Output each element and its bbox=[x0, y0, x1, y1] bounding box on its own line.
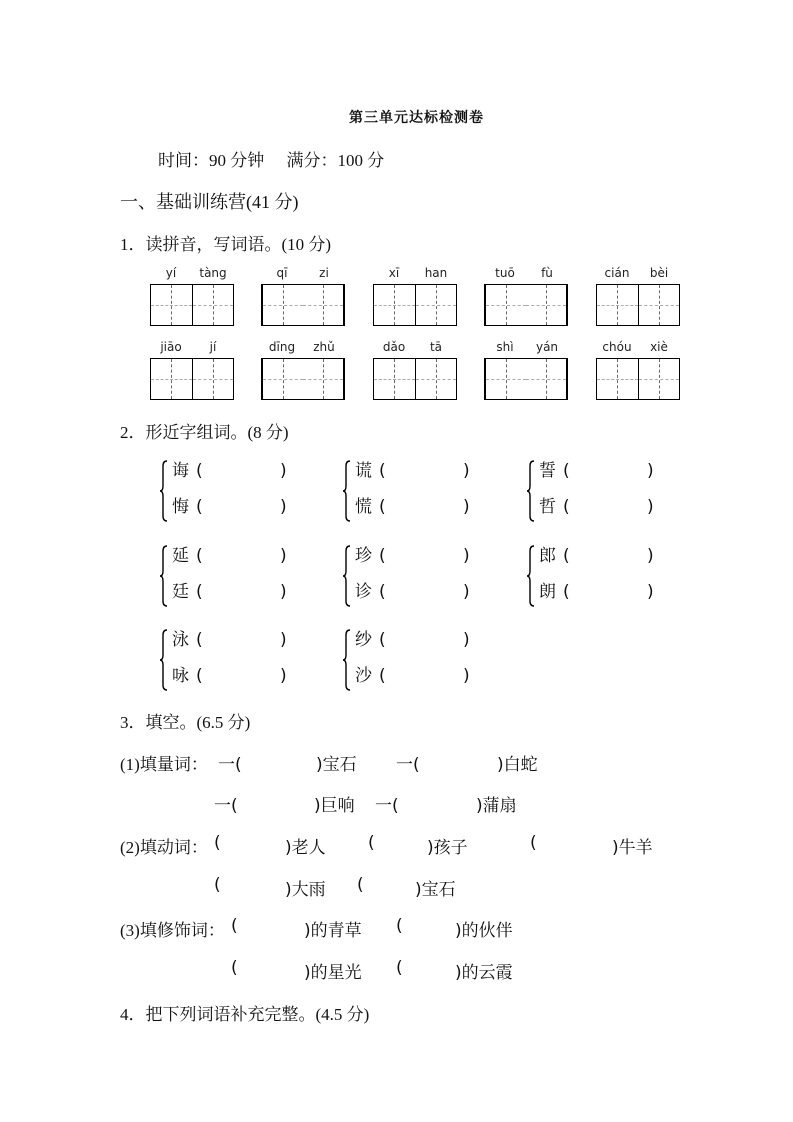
q3-part3-label: (3)填修饰词： bbox=[120, 921, 225, 940]
brace-icon bbox=[527, 460, 535, 522]
blank-suffix: )巨响 bbox=[314, 796, 355, 816]
blank-close: ) bbox=[280, 497, 287, 517]
blank-open[interactable]: ( bbox=[563, 461, 570, 481]
pinyin-syllable: han bbox=[424, 266, 448, 280]
q3-part2-line1 bbox=[120, 833, 208, 858]
blank-suffix: )孩子 bbox=[427, 838, 468, 858]
pinyin-syllable: dīng bbox=[268, 340, 296, 354]
writing-grid[interactable] bbox=[484, 284, 568, 326]
character: 悔 bbox=[172, 497, 189, 517]
q3-part3-line1 bbox=[120, 916, 225, 941]
brace-icon bbox=[160, 545, 168, 607]
character: 珍 bbox=[355, 546, 372, 566]
blank-close: ) bbox=[463, 630, 470, 650]
pinyin-labels bbox=[261, 266, 345, 284]
blank-open[interactable]: ( bbox=[379, 630, 386, 650]
brace-icon bbox=[160, 460, 168, 522]
brace-icon bbox=[343, 629, 351, 691]
blank-close: ) bbox=[280, 666, 287, 686]
char-pair bbox=[343, 627, 493, 697]
blank-suffix: )牛羊 bbox=[612, 838, 653, 858]
question-4-title: 4．把下列词语补充完整。(4.5 分) bbox=[120, 1005, 370, 1024]
blank-suffix: )的伙伴 bbox=[455, 921, 513, 941]
blank-open[interactable]: ( bbox=[379, 461, 386, 481]
q3-part1-label: (1)填量词： bbox=[120, 755, 208, 774]
writing-grid[interactable] bbox=[150, 284, 234, 326]
char-row bbox=[355, 494, 470, 520]
blank-close: ) bbox=[280, 461, 287, 481]
character: 廷 bbox=[172, 582, 189, 602]
writing-grid[interactable] bbox=[484, 358, 568, 400]
character: 慌 bbox=[355, 497, 372, 517]
brace-icon bbox=[527, 545, 535, 607]
blank-open[interactable]: ( bbox=[396, 958, 403, 978]
pinyin-word-box bbox=[150, 266, 234, 328]
char-row bbox=[172, 579, 287, 605]
blank-close: ) bbox=[647, 582, 654, 602]
pinyin-syllable: shì bbox=[496, 340, 514, 354]
blank-open[interactable]: 一( bbox=[396, 755, 420, 775]
blank-open[interactable]: ( bbox=[214, 833, 221, 853]
exam-score: 满分：100 分 bbox=[286, 151, 385, 170]
character: 誓 bbox=[539, 461, 556, 481]
pinyin-syllable: cián bbox=[604, 266, 630, 280]
writing-cell[interactable] bbox=[486, 359, 526, 399]
pinyin-syllable: bèi bbox=[649, 266, 669, 280]
writing-cell[interactable] bbox=[303, 285, 343, 325]
char-row bbox=[539, 543, 654, 569]
blank-open[interactable]: ( bbox=[368, 833, 375, 853]
character: 哲 bbox=[539, 497, 556, 517]
pinyin-syllable: zhǔ bbox=[313, 340, 335, 354]
blank-close: ) bbox=[463, 582, 470, 602]
writing-grid[interactable] bbox=[596, 284, 680, 326]
pinyin-syllable: qī bbox=[276, 266, 288, 280]
blank-open[interactable]: 一( bbox=[218, 755, 242, 775]
writing-cell[interactable] bbox=[192, 285, 234, 325]
blank-close: ) bbox=[463, 497, 470, 517]
pinyin-syllable: xī bbox=[388, 266, 400, 280]
blank-open[interactable]: ( bbox=[196, 630, 203, 650]
q3-part2-label: (2)填动词： bbox=[120, 838, 208, 857]
writing-cell[interactable] bbox=[526, 285, 566, 325]
writing-cell[interactable] bbox=[192, 359, 234, 399]
pinyin-syllable: tā bbox=[429, 340, 443, 354]
pinyin-syllable: xiè bbox=[650, 340, 668, 354]
character: 谎 bbox=[355, 461, 372, 481]
blank-close: ) bbox=[463, 666, 470, 686]
brace-icon bbox=[343, 545, 351, 607]
blank-open[interactable]: ( bbox=[379, 666, 386, 686]
pinyin-syllable: tàng bbox=[199, 266, 227, 280]
brace-icon bbox=[343, 460, 351, 522]
pinyin-labels bbox=[373, 340, 457, 358]
char-row bbox=[539, 579, 654, 605]
pinyin-syllable: yán bbox=[535, 340, 559, 354]
pinyin-syllable: jiāo bbox=[160, 340, 182, 354]
char-pair bbox=[160, 543, 310, 613]
char-row bbox=[355, 543, 470, 569]
writing-cell[interactable] bbox=[151, 359, 192, 399]
blank-open[interactable]: ( bbox=[379, 546, 386, 566]
writing-cell[interactable] bbox=[263, 285, 303, 325]
blank-close: ) bbox=[463, 546, 470, 566]
char-row bbox=[355, 663, 470, 689]
char-pair bbox=[527, 543, 677, 613]
char-row bbox=[355, 579, 470, 605]
pinyin-syllable: dǎo bbox=[382, 340, 406, 354]
blank-close: ) bbox=[280, 546, 287, 566]
character: 沙 bbox=[355, 666, 372, 686]
writing-grid[interactable] bbox=[373, 284, 457, 326]
blank-close: ) bbox=[463, 461, 470, 481]
char-row bbox=[172, 543, 287, 569]
blank-close: ) bbox=[647, 546, 654, 566]
pinyin-labels bbox=[373, 266, 457, 284]
writing-cell[interactable] bbox=[638, 359, 680, 399]
blank-open[interactable]: ( bbox=[563, 582, 570, 602]
pinyin-labels bbox=[484, 266, 568, 284]
pinyin-labels bbox=[261, 340, 345, 358]
character: 纱 bbox=[355, 630, 372, 650]
blank-close: ) bbox=[280, 582, 287, 602]
pinyin-word-box bbox=[261, 266, 345, 328]
section-heading: 一、基础训练营(41 分) bbox=[120, 192, 299, 212]
writing-cell[interactable] bbox=[597, 285, 638, 325]
pinyin-word-box bbox=[150, 340, 234, 402]
blank-suffix: )蒲扇 bbox=[476, 796, 517, 816]
blank-suffix: )的云霞 bbox=[455, 963, 513, 983]
blank-open[interactable]: ( bbox=[196, 497, 203, 517]
writing-cell[interactable] bbox=[374, 359, 415, 399]
char-pair bbox=[160, 627, 310, 697]
char-row bbox=[355, 627, 470, 653]
char-pair bbox=[160, 458, 310, 528]
char-pair bbox=[343, 458, 493, 528]
blank-open[interactable]: ( bbox=[214, 875, 221, 895]
blank-open[interactable]: 一( bbox=[214, 796, 238, 816]
writing-grid[interactable] bbox=[150, 358, 234, 400]
blank-suffix: )宝石 bbox=[316, 755, 357, 775]
blank-open[interactable]: 一( bbox=[375, 796, 399, 816]
blank-open[interactable]: ( bbox=[563, 497, 570, 517]
question-1-title: 1．读拼音，写词语。(10 分) bbox=[120, 235, 332, 254]
pinyin-word-box bbox=[373, 340, 457, 402]
pinyin-syllable: tuō bbox=[495, 266, 515, 280]
character: 郎 bbox=[539, 546, 556, 566]
blank-suffix: )老人 bbox=[285, 838, 326, 858]
pinyin-word-box bbox=[596, 340, 680, 402]
character: 延 bbox=[172, 546, 189, 566]
character: 朗 bbox=[539, 582, 556, 602]
char-pair bbox=[343, 543, 493, 613]
character: 咏 bbox=[172, 666, 189, 686]
writing-grid[interactable] bbox=[261, 358, 345, 400]
blank-suffix: )的青草 bbox=[304, 921, 362, 941]
brace-icon bbox=[160, 629, 168, 691]
blank-open[interactable]: ( bbox=[563, 546, 570, 566]
blank-open[interactable]: ( bbox=[196, 461, 203, 481]
pinyin-labels bbox=[596, 266, 680, 284]
pinyin-labels bbox=[150, 340, 234, 358]
char-row bbox=[172, 458, 287, 484]
writing-grid[interactable] bbox=[373, 358, 457, 400]
pinyin-syllable: zi bbox=[319, 266, 329, 280]
character: 泳 bbox=[172, 630, 189, 650]
char-row bbox=[172, 494, 287, 520]
pinyin-labels bbox=[596, 340, 680, 358]
char-row bbox=[539, 458, 654, 484]
writing-grid[interactable] bbox=[261, 284, 345, 326]
pinyin-syllable: yí bbox=[165, 266, 177, 280]
writing-cell[interactable] bbox=[486, 285, 526, 325]
pinyin-labels bbox=[484, 340, 568, 358]
writing-cell[interactable] bbox=[303, 359, 343, 399]
pinyin-word-box bbox=[484, 266, 568, 328]
char-pair bbox=[527, 458, 677, 528]
blank-suffix: )大雨 bbox=[285, 880, 326, 900]
blank-open[interactable]: ( bbox=[396, 916, 403, 936]
writing-cell[interactable] bbox=[638, 285, 680, 325]
character: 诲 bbox=[172, 461, 189, 481]
pinyin-labels bbox=[150, 266, 234, 284]
blank-suffix: )宝石 bbox=[415, 880, 456, 900]
blank-suffix: )的星光 bbox=[304, 963, 362, 983]
writing-cell[interactable] bbox=[526, 359, 566, 399]
pinyin-word-box bbox=[373, 266, 457, 328]
exam-time: 时间：90 分钟 bbox=[158, 151, 265, 170]
writing-cell[interactable] bbox=[263, 359, 303, 399]
character: 诊 bbox=[355, 582, 372, 602]
blank-open[interactable]: ( bbox=[231, 958, 238, 978]
writing-cell[interactable] bbox=[597, 359, 638, 399]
blank-close: ) bbox=[647, 461, 654, 481]
blank-suffix: )白蛇 bbox=[497, 755, 538, 775]
char-row bbox=[172, 663, 287, 689]
writing-cell[interactable] bbox=[415, 285, 457, 325]
blank-open[interactable]: ( bbox=[357, 875, 364, 895]
blank-open[interactable]: ( bbox=[530, 833, 537, 853]
char-row bbox=[355, 458, 470, 484]
writing-cell[interactable] bbox=[415, 359, 457, 399]
blank-open[interactable]: ( bbox=[231, 916, 238, 936]
pinyin-word-box bbox=[484, 340, 568, 402]
blank-close: ) bbox=[647, 497, 654, 517]
blank-open[interactable]: ( bbox=[196, 582, 203, 602]
pinyin-syllable: jí bbox=[209, 340, 217, 354]
q3-part1-line1 bbox=[120, 750, 208, 775]
blank-open[interactable]: ( bbox=[196, 666, 203, 686]
pinyin-word-box bbox=[261, 340, 345, 402]
exam-meta bbox=[158, 146, 402, 171]
pinyin-syllable: fù bbox=[541, 266, 553, 280]
writing-cell[interactable] bbox=[151, 285, 192, 325]
question-3-title: 3．填空。(6.5 分) bbox=[120, 713, 251, 732]
page-title: 第三单元达标检测卷 bbox=[349, 110, 484, 126]
writing-cell[interactable] bbox=[374, 285, 415, 325]
blank-close: ) bbox=[280, 630, 287, 650]
pinyin-word-box bbox=[596, 266, 680, 328]
writing-grid[interactable] bbox=[596, 358, 680, 400]
question-2-title: 2．形近字组词。(8 分) bbox=[120, 423, 289, 442]
char-row bbox=[539, 494, 654, 520]
blank-open[interactable]: ( bbox=[196, 546, 203, 566]
blank-open[interactable]: ( bbox=[379, 497, 386, 517]
char-row bbox=[172, 627, 287, 653]
pinyin-syllable: chóu bbox=[602, 340, 632, 354]
blank-open[interactable]: ( bbox=[379, 582, 386, 602]
